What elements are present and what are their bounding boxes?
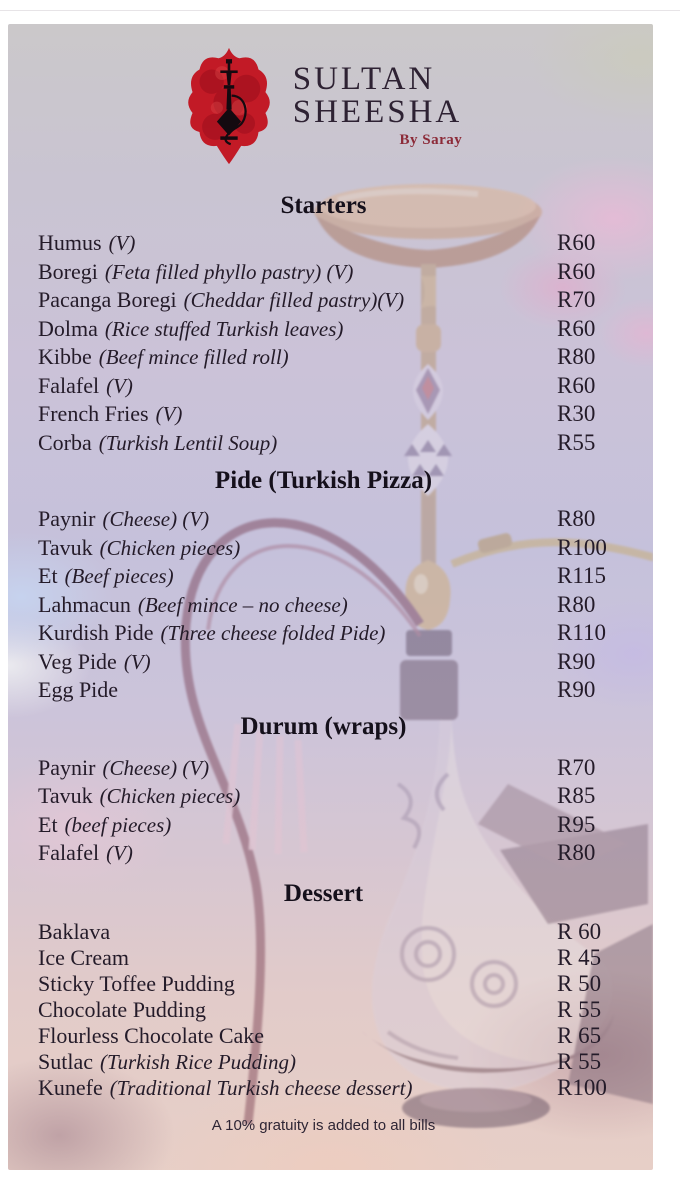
- menu-card: [8, 24, 653, 1170]
- item-price: R 55: [557, 996, 602, 1022]
- item-name: Paynir: [38, 506, 96, 531]
- item-price: R80: [557, 840, 596, 865]
- menu-item-row: [38, 676, 609, 705]
- item-price: R30: [557, 401, 596, 426]
- item-description: (Rice stuffed Turkish leaves): [104, 316, 344, 341]
- item-description: (Traditional Turkish cheese dessert): [109, 1075, 413, 1100]
- item-name: French Fries: [38, 401, 149, 426]
- menu-item-row: [38, 372, 609, 401]
- menu-item-row: [38, 1075, 609, 1101]
- menu-item-row: [38, 997, 609, 1023]
- item-description: (V): [108, 231, 136, 255]
- menu-item-row: [38, 811, 609, 840]
- item-name: Kurdish Pide: [38, 620, 154, 645]
- brand-name-line2: SHEESHA: [292, 94, 463, 130]
- item-name: Falafel: [38, 840, 100, 865]
- section-title: Dessert: [283, 879, 364, 907]
- menu-item-row: [38, 782, 609, 811]
- item-name: Corba: [38, 429, 92, 455]
- item-description: (Feta filled phyllo pastry) (V): [104, 259, 354, 284]
- menu-item-row: [38, 315, 609, 344]
- item-description: (beef pieces): [64, 812, 172, 837]
- menu-section: [38, 878, 609, 1101]
- menu-item-row: [38, 286, 609, 315]
- item-description: (Chicken pieces): [99, 784, 241, 808]
- item-name: Sutlac: [38, 1048, 93, 1074]
- item-price: R115: [557, 563, 606, 588]
- section-items: [38, 505, 609, 705]
- menu-section: [38, 190, 609, 457]
- item-name: Egg Pide: [38, 677, 119, 702]
- item-price: R55: [557, 429, 596, 455]
- item-price: R60: [557, 372, 596, 398]
- item-price: R90: [557, 677, 596, 702]
- item-price: R95: [557, 811, 596, 837]
- item-name: Et: [38, 563, 58, 588]
- menu-item-row: [38, 562, 609, 591]
- menu-item-row: [38, 619, 609, 648]
- item-name: Lahmacun: [38, 591, 131, 617]
- menu-item-row: [38, 1049, 609, 1075]
- item-price: R 60: [557, 918, 602, 944]
- item-price: R60: [557, 230, 596, 255]
- item-price: R80: [557, 506, 596, 531]
- item-price: R60: [557, 258, 596, 284]
- brand-header: [38, 24, 609, 166]
- menu-content: [8, 24, 653, 1134]
- item-description: (Cheese) (V): [102, 755, 210, 780]
- menu-item-row: [38, 400, 609, 429]
- item-name: Flourless Chocolate Cake: [38, 1022, 265, 1048]
- menu-item-row: [38, 229, 609, 258]
- item-name: Veg Pide: [38, 648, 117, 674]
- gratuity-note: A 10% gratuity is added to all bills: [211, 1116, 436, 1134]
- item-name: Pacanga Boregi: [38, 287, 177, 312]
- menu-item-row: [38, 258, 609, 287]
- item-description: (Beef mince filled roll): [98, 345, 289, 369]
- item-description: (V): [106, 373, 133, 398]
- item-price: R90: [557, 648, 596, 674]
- section-items: [38, 754, 609, 868]
- item-name: Humus: [38, 230, 102, 255]
- item-price: R110: [557, 620, 606, 645]
- page-top-divider: [0, 10, 680, 11]
- item-description: (V): [106, 841, 133, 865]
- menu-sections: [38, 190, 609, 1101]
- item-name: Boregi: [38, 258, 98, 284]
- menu-item-row: [38, 534, 609, 563]
- section-items: [38, 229, 609, 457]
- item-description: (Three cheese folded Pide): [160, 621, 386, 645]
- item-price: R100: [557, 1074, 607, 1100]
- item-price: R 55: [557, 1048, 602, 1074]
- item-description: (Turkish Rice Pudding): [100, 1049, 296, 1074]
- item-name: Falafel: [38, 372, 100, 398]
- menu-item-row: [38, 945, 609, 971]
- item-price: R70: [557, 287, 596, 312]
- item-price: R 50: [557, 970, 602, 996]
- menu-item-row: [38, 919, 609, 945]
- section-items: [38, 919, 609, 1101]
- item-description: (V): [123, 649, 151, 674]
- menu-item-row: [38, 343, 609, 372]
- menu-item-row: [38, 1023, 609, 1049]
- item-price: R70: [557, 754, 596, 780]
- menu-item-row: [38, 648, 609, 677]
- menu-item-row: [38, 591, 609, 620]
- brand-name-line1: SULTAN: [292, 61, 436, 97]
- item-price: R80: [557, 344, 596, 369]
- sultan-sheesha-logo-icon: [185, 47, 273, 165]
- item-name: Sticky Toffee Pudding: [38, 970, 235, 996]
- item-name: Paynir: [38, 754, 96, 780]
- item-name: Ice Cream: [38, 944, 129, 970]
- item-description: (Cheddar filled pastry)(V): [183, 288, 405, 312]
- section-title: Starters: [280, 192, 367, 219]
- item-description: (Chicken pieces): [99, 535, 241, 560]
- menu-item-row: [38, 505, 609, 534]
- brand-text: [293, 63, 463, 149]
- item-price: R80: [557, 591, 596, 617]
- item-name: Kunefe: [38, 1074, 103, 1100]
- item-description: (V): [155, 402, 183, 426]
- menu-item-row: [38, 839, 609, 868]
- item-price: R 65: [557, 1022, 602, 1048]
- item-description: (Turkish Lentil Soup): [98, 430, 278, 455]
- item-name: Baklava: [38, 918, 111, 944]
- menu-section: [38, 711, 609, 868]
- item-name: Tavuk: [38, 534, 93, 560]
- menu-section: [38, 465, 609, 705]
- menu-item-row: [38, 429, 609, 458]
- section-title: Durum (wraps): [240, 712, 407, 740]
- item-name: Kibbe: [38, 344, 92, 369]
- item-description: (Cheese) (V): [102, 507, 210, 531]
- brand-byline: By Saray: [399, 132, 463, 148]
- section-title: Pide (Turkish Pizza): [214, 467, 433, 494]
- item-price: R 45: [557, 944, 602, 970]
- item-description: (Beef mince – no cheese): [137, 592, 348, 617]
- item-price: R100: [557, 534, 607, 560]
- menu-item-row: [38, 754, 609, 783]
- item-name: Et: [38, 811, 58, 837]
- item-description: (Beef pieces): [64, 564, 174, 588]
- menu-item-row: [38, 971, 609, 997]
- item-name: Tavuk: [38, 783, 93, 808]
- item-price: R60: [557, 315, 596, 341]
- item-name: Chocolate Pudding: [38, 996, 207, 1022]
- item-name: Dolma: [38, 315, 98, 341]
- item-price: R85: [557, 783, 596, 808]
